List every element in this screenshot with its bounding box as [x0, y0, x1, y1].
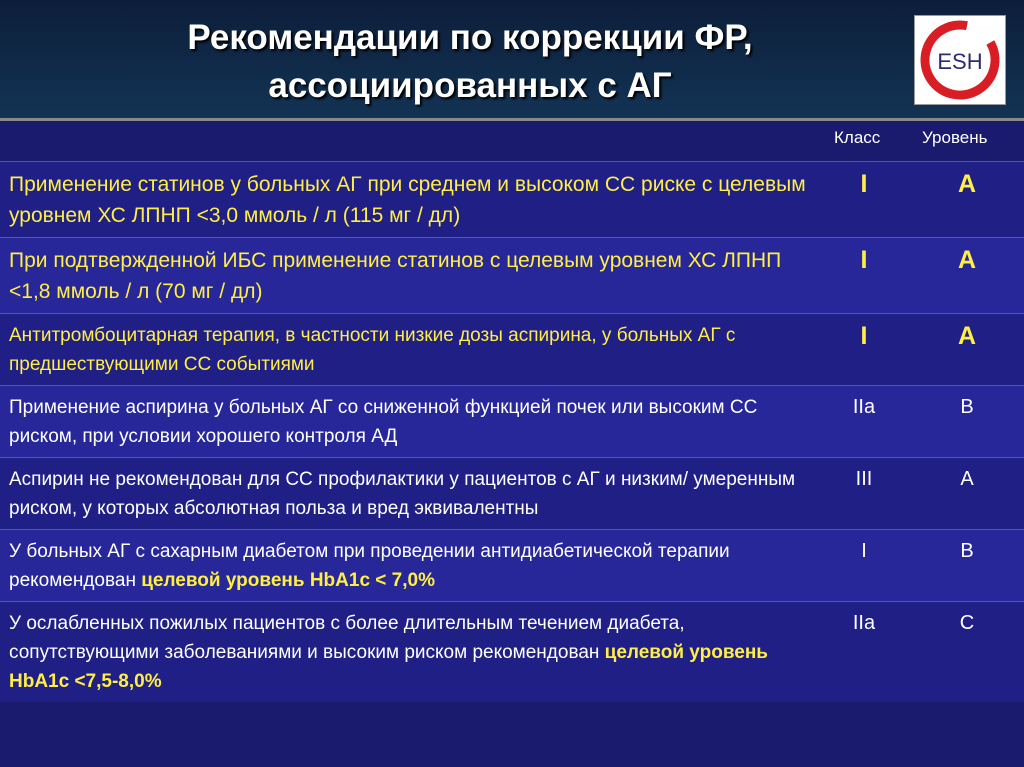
row-class: I [860, 322, 868, 350]
title-line-2: ассоциированных с АГ [268, 66, 672, 105]
table-row [0, 237, 1024, 313]
row-level: A [957, 170, 977, 198]
recommendations-table [0, 161, 1024, 702]
row-class: III [855, 468, 873, 490]
row-class: IIa [852, 396, 876, 418]
row-text: При подтвержденной ИБС применение статинов с целевым уровнем ХС ЛПНП <1,8 ммоль / л (70 мг / дл) [9, 249, 782, 303]
row-level: A [957, 246, 977, 274]
header [0, 0, 1024, 121]
row-text-highlight: целевой уровень HbA1c < 7,0% [141, 570, 435, 591]
esh-logo [914, 15, 1006, 105]
page-title [60, 14, 880, 110]
row-class: I [860, 170, 868, 198]
row-class: I [861, 540, 867, 562]
table-row [0, 161, 1024, 237]
row-level: B [960, 540, 974, 562]
row-level: A [960, 468, 974, 490]
row-class: IIa [852, 612, 876, 634]
table-row [0, 601, 1024, 702]
row-text-plain: У ослабленных пожилых пациентов с более длительным течением диабета, сопутствующими заболеваниями и высоким риском рекомендован [9, 613, 685, 663]
logo-text: ESH [937, 49, 983, 74]
row-class: I [860, 246, 868, 274]
table-row [0, 385, 1024, 457]
row-text: Аспирин не рекомендован для СС профилактики у пациентов с АГ и низким/ умеренным риском, у которых абсолютная польза и вред эквивалентны [9, 469, 796, 519]
row-level: B [960, 396, 974, 418]
row-level: C [959, 612, 975, 634]
row-level: A [957, 322, 977, 350]
title-line-1: Рекомендации по коррекции ФР, [187, 18, 753, 57]
row-text: Антитромбоцитарная терапия, в частности низкие дозы аспирина, у больных АГ с предшествующими СС событиями [9, 325, 736, 375]
table-row [0, 529, 1024, 601]
table-row [0, 457, 1024, 529]
row-text: Применение аспирина у больных АГ со сниженной функцией почек или высоким СС риском, при условии хорошего контроля АД [9, 397, 758, 447]
table-row [0, 313, 1024, 385]
row-text-highlight: целевой уровень HbA1c <7,5-8,0% [9, 642, 768, 692]
row-text: Применение статинов у больных АГ при среднем и высоком СС риске с целевым уровнем ХС ЛПНП <3,0 ммоль / л (115 мг / дл) [9, 173, 806, 227]
row-text-plain: У больных АГ с сахарным диабетом при проведении антидиабетической терапии рекомендован [9, 541, 730, 591]
column-header-class: Класс [834, 128, 881, 147]
column-header-level: Уровень [922, 128, 988, 147]
